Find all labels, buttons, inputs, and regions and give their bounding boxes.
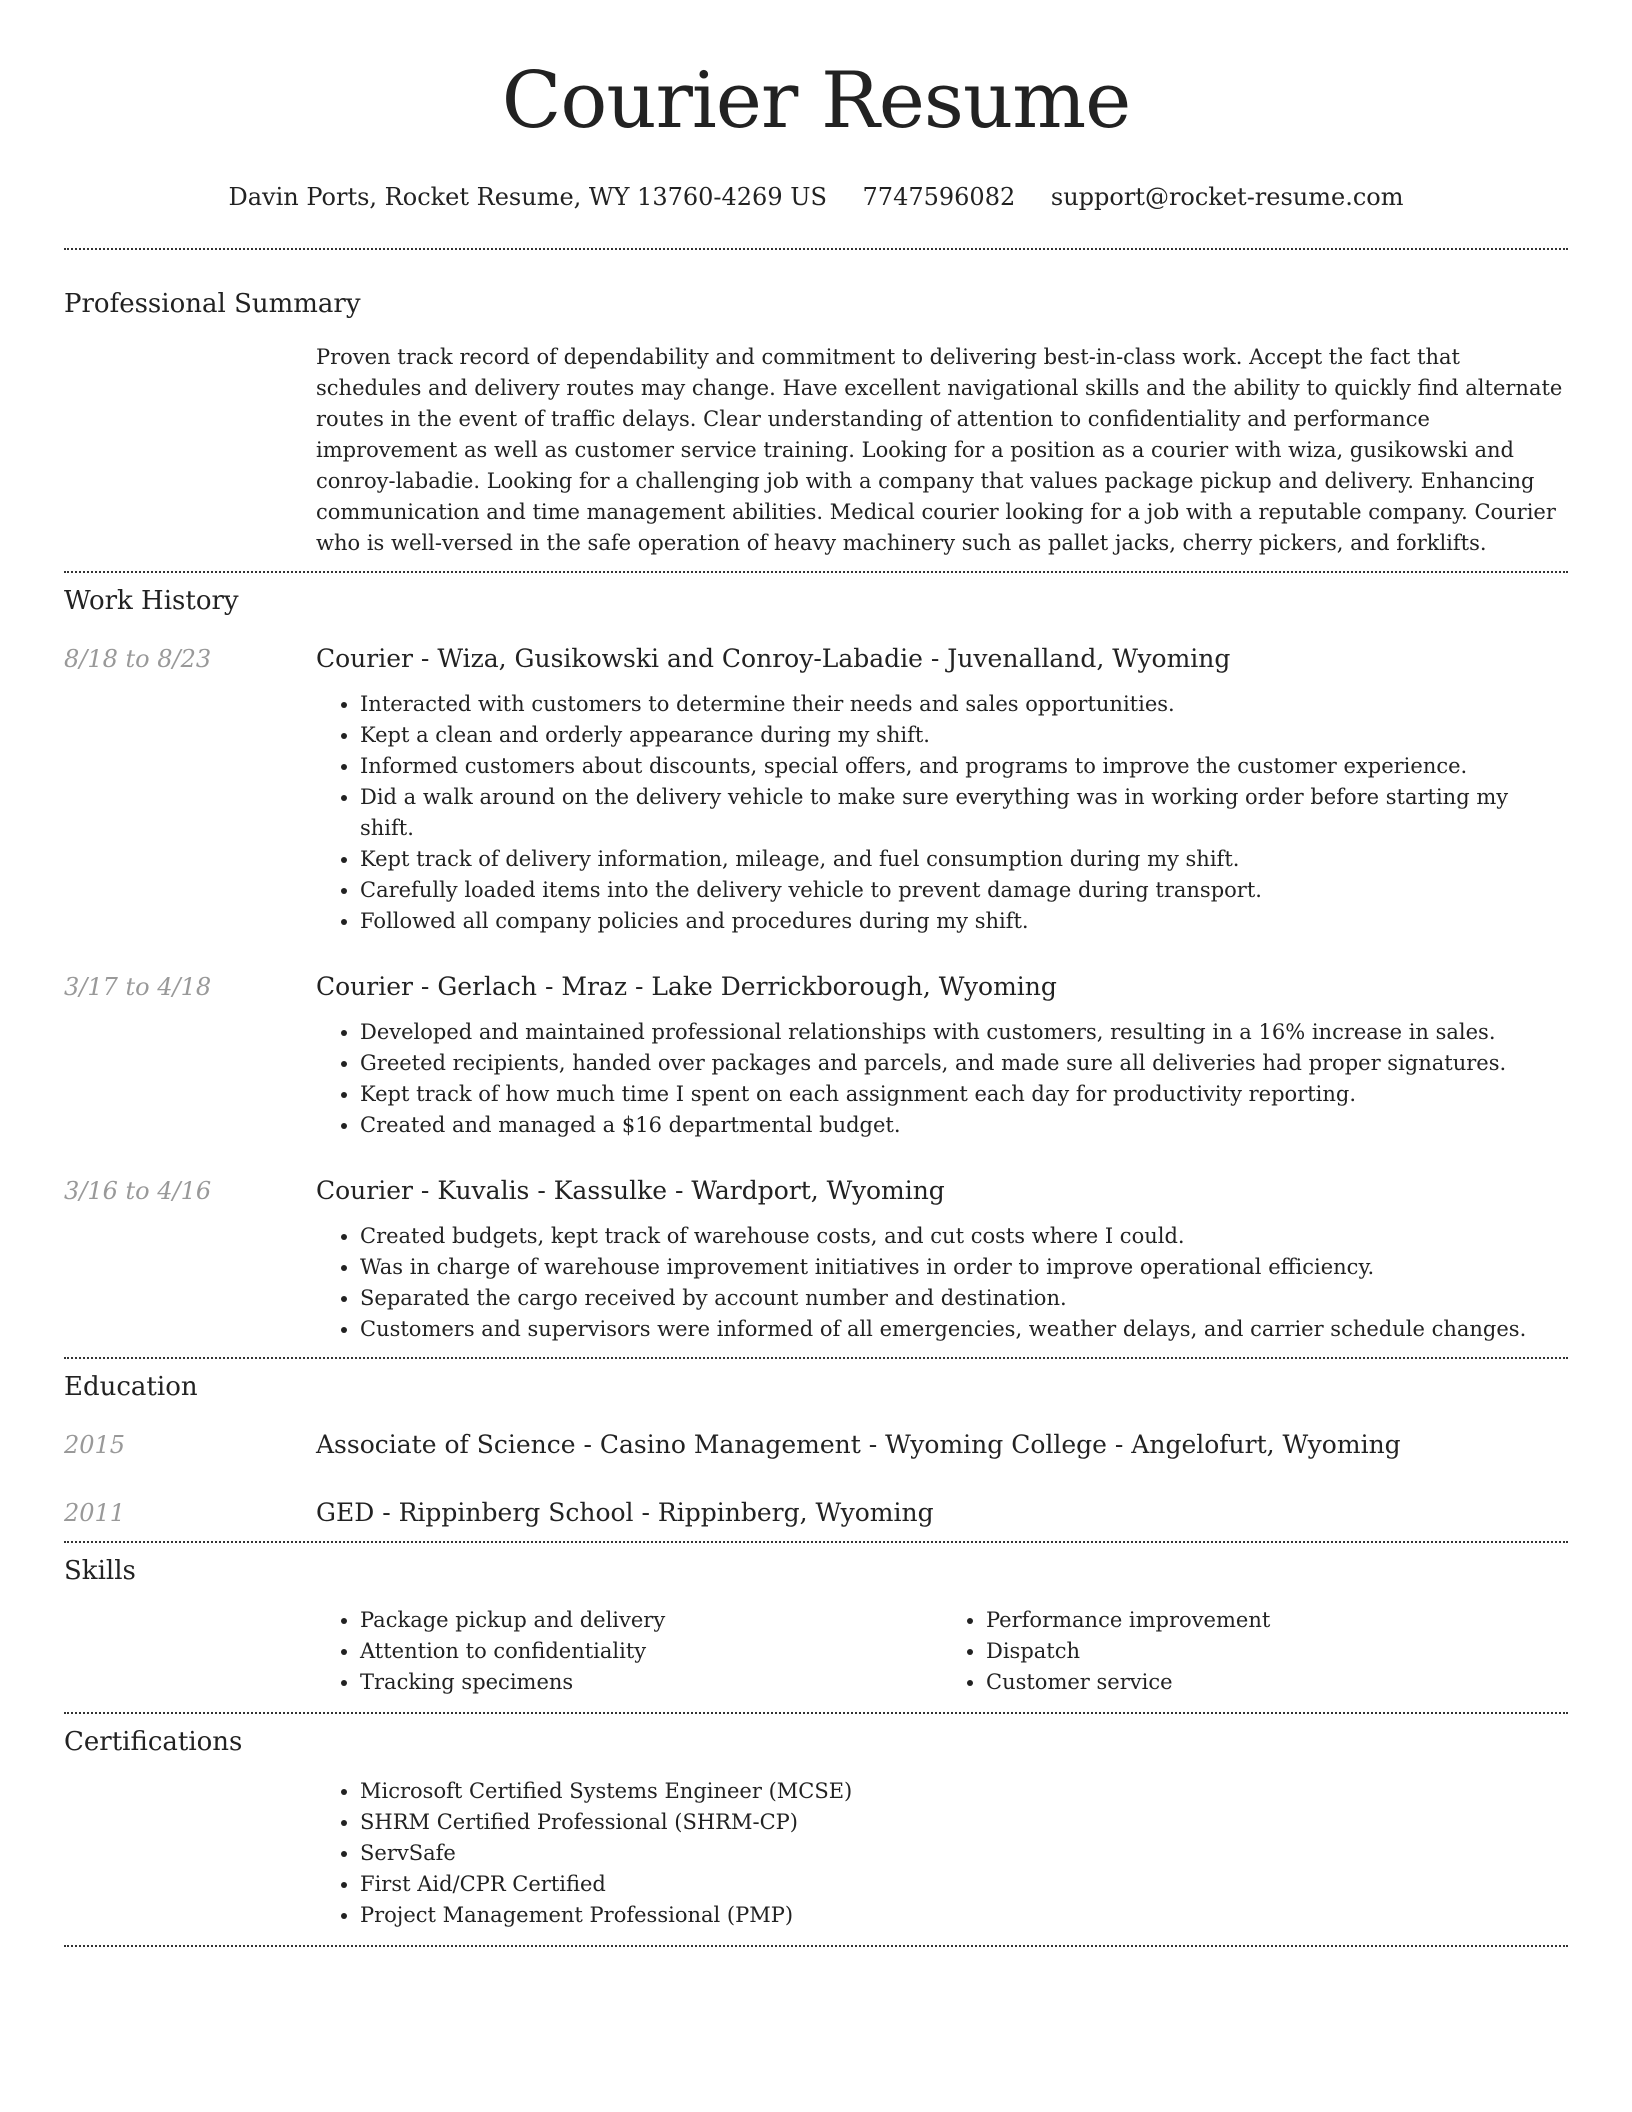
list-item: • Created budgets, kept track of warehouse costs, and cut costs where I could.: [360, 1221, 1568, 1252]
work-history-section: [64, 573, 1568, 1345]
list-item: • Performance improvement: [986, 1605, 1568, 1636]
list-item: • Microsoft Certified Systems Engineer (MCSE): [360, 1776, 1568, 1807]
list-item: • Tracking specimens: [360, 1667, 942, 1698]
job-dates: 8/18 to 8/23: [64, 645, 212, 673]
education-entry: [64, 1497, 1568, 1529]
job-entry: [64, 643, 1568, 937]
job-entry: [64, 1175, 1568, 1345]
list-item: • Package pickup and delivery: [360, 1605, 942, 1636]
divider: [64, 1945, 1568, 1947]
education-title: Associate of Science - Casino Management - Wyoming College - Angelofurt, Wyoming: [316, 1430, 1401, 1459]
education-year: 2015: [64, 1431, 126, 1459]
section-heading-certifications: Certifications: [64, 1727, 243, 1757]
contact-address: Davin Ports, Rocket Resume, WY 13760-4269 US: [228, 183, 827, 211]
skills-list-right: [942, 1605, 1568, 1698]
list-item: • Greeted recipients, handed over packages and parcels, and made sure all deliveries had proper signatures.: [360, 1048, 1568, 1079]
contact-phone: 7747596082: [862, 183, 1016, 211]
list-item: • ServSafe: [360, 1838, 1568, 1869]
list-item: • Separated the cargo received by account number and destination.: [360, 1283, 1568, 1314]
education-section: [64, 1359, 1568, 1529]
list-item: • Kept track of delivery information, mileage, and fuel consumption during my shift.: [360, 844, 1568, 875]
summary-text: Proven track record of dependability and commitment to delivering best-in-class work. Accept the fact that schedules and delivery routes may change. Have excellent navigational skills and the ability to quickly find alternate routes in the event of traffic delays. Clear understanding of attention to confidentiality and performance improvement as well as customer service training. Looking for a position as a courier with wiza, gusikowski and conroy-labadie. Looking for a challenging job with a company that values package pickup and delivery. Enhancing communication and time management abilities. Medical courier looking for a job with a reputable company. Courier who is well-versed in the safe operation of heavy machinery such as pallet jacks, cherry pickers, and forklifts.: [316, 345, 1563, 555]
job-bullets: [316, 1221, 1568, 1345]
list-item: • Did a walk around on the delivery vehicle to make sure everything was in working order before starting my shift.: [360, 782, 1568, 844]
contact-email: support@rocket-resume.com: [1050, 183, 1404, 211]
job-bullets: [316, 689, 1568, 937]
list-item: • Created and managed a $16 departmental budget.: [360, 1110, 1568, 1141]
job-title: Courier - Gerlach - Mraz - Lake Derrickborough, Wyoming: [316, 972, 1057, 1001]
certifications-section: [64, 1714, 1568, 1931]
job-title: Courier - Kuvalis - Kassulke - Wardport, Wyoming: [316, 1176, 945, 1205]
section-heading-skills: Skills: [64, 1556, 136, 1586]
list-item: • Project Management Professional (PMP): [360, 1900, 1568, 1931]
job-entry: [64, 971, 1568, 1141]
list-item: • Informed customers about discounts, special offers, and programs to improve the customer experience.: [360, 751, 1568, 782]
list-item: • Followed all company policies and procedures during my shift.: [360, 906, 1568, 937]
list-item: • Customer service: [986, 1667, 1568, 1698]
list-item: • Interacted with customers to determine their needs and sales opportunities.: [360, 689, 1568, 720]
list-item: • Kept track of how much time I spent on each assignment each day for productivity reporting.: [360, 1079, 1568, 1110]
list-item: • Was in charge of warehouse improvement initiatives in order to improve operational efficiency.: [360, 1252, 1568, 1283]
list-item: • Developed and maintained professional relationships with customers, resulting in a 16% increase in sales.: [360, 1017, 1568, 1048]
section-heading-education: Education: [64, 1372, 198, 1402]
education-title: GED - Rippinberg School - Rippinberg, Wyoming: [316, 1498, 934, 1527]
section-heading-work: Work History: [64, 586, 239, 616]
certifications-list: [316, 1776, 1568, 1931]
list-item: • First Aid/CPR Certified: [360, 1869, 1568, 1900]
list-item: • Customers and supervisors were informed of all emergencies, weather delays, and carrier schedule changes.: [360, 1314, 1568, 1345]
skills-section: [64, 1543, 1568, 1698]
list-item: • Attention to confidentiality: [360, 1636, 942, 1667]
section-heading-summary: Professional Summary: [64, 289, 361, 319]
skills-list-left: [316, 1605, 942, 1698]
education-year: 2011: [64, 1499, 126, 1527]
list-item: • Carefully loaded items into the delivery vehicle to prevent damage during transport.: [360, 875, 1568, 906]
summary-section: [64, 250, 1568, 559]
resume-title: Courier Resume: [501, 56, 1131, 146]
contact-line: [64, 182, 1568, 212]
job-bullets: [316, 1017, 1568, 1141]
list-item: • Dispatch: [986, 1636, 1568, 1667]
education-entry: [64, 1429, 1568, 1461]
job-dates: 3/16 to 4/16: [64, 1177, 212, 1205]
list-item: • SHRM Certified Professional (SHRM-CP): [360, 1807, 1568, 1838]
job-title: Courier - Wiza, Gusikowski and Conroy-Labadie - Juvenalland, Wyoming: [316, 644, 1231, 673]
list-item: • Kept a clean and orderly appearance during my shift.: [360, 720, 1568, 751]
job-dates: 3/17 to 4/18: [64, 973, 212, 1001]
